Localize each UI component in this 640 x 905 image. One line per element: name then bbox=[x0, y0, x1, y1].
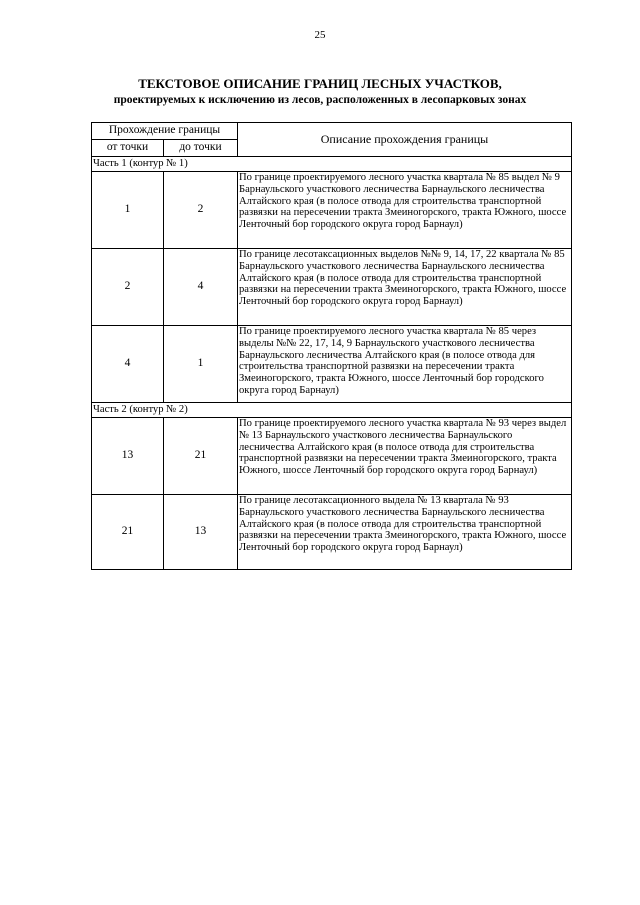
row-from-point: 13 bbox=[92, 418, 164, 495]
header-boundary-passage: Прохождение границы bbox=[92, 123, 238, 140]
row-description: По границе проектируемого лесного участка квартала № 93 через выдел № 13 Барнаульского участкового лесничества Барнаульского лесничества Алтайского края (в полосе отвода для строительства транспортной развязки на пересечении тракта Змеиногорского, тракта Южного, шоссе Ленточный бор городского округа город Барнаул) bbox=[238, 418, 572, 495]
row-to-point: 21 bbox=[164, 418, 238, 495]
row-to-point: 13 bbox=[164, 495, 238, 570]
part-1-label: Часть 1 (контур № 1) bbox=[92, 157, 572, 172]
part-2-label: Часть 2 (контур № 2) bbox=[92, 403, 572, 418]
row-to-point: 2 bbox=[164, 172, 238, 249]
row-to-point: 1 bbox=[164, 326, 238, 403]
row-from-point: 1 bbox=[92, 172, 164, 249]
header-from-point: от точки bbox=[92, 140, 164, 157]
page-number: 25 bbox=[314, 29, 326, 41]
row-from-point: 4 bbox=[92, 326, 164, 403]
boundary-table bbox=[91, 122, 572, 570]
row-description: По границе лесотаксационных выделов №№ 9, 14, 17, 22 квартала № 85 Барнаульского участкового лесничества Барнаульского лесничества Алтайского края (в полосе отвода для строительства транспортной развязки на пересечении тракта Змеиногорского, тракта Южного, шоссе Ленточный бор городского округа город Барнаул) bbox=[238, 249, 572, 326]
title-line-1: ТЕКСТОВОЕ ОПИСАНИЕ ГРАНИЦ ЛЕСНЫХ УЧАСТКОВ, bbox=[138, 76, 502, 91]
row-description: По границе лесотаксационного выдела № 13 квартала № 93 Барнаульского участкового лесничества Барнаульского лесничества Алтайского края (в полосе отвода для строительства транспортной развязки на пересечении тракта Змеиногорского, тракта Южного, шоссе Ленточный бор городского округа город Барнаул) bbox=[238, 495, 572, 570]
row-description: По границе проектируемого лесного участка квартала № 85 выдел № 9 Барнаульского участкового лесничества Барнаульского лесничества Алтайского края (в полосе отвода для строительства транспортной развязки на пересечении тракта Змеиногорского, тракта Южного, шоссе Ленточный бор городского округа город Барнаул) bbox=[238, 172, 572, 249]
row-to-point: 4 bbox=[164, 249, 238, 326]
row-description: По границе проектируемого лесного участка квартала № 85 через выделы №№ 22, 17, 14, 9 Барнаульского участкового лесничества Барнаульского лесничества Алтайского края (в полосе отвода для строительства транспортной развязки на пересечении тракта Змеиногорского, тракта Южного, шоссе Ленточный бор городского округа город Барнаул) bbox=[238, 326, 572, 403]
row-from-point: 21 bbox=[92, 495, 164, 570]
document-title bbox=[60, 76, 580, 108]
title-line-2: проектируемых к исключению из лесов, расположенных в лесопарковых зонах bbox=[113, 94, 527, 106]
header-to-point: до точки bbox=[164, 140, 238, 157]
header-description: Описание прохождения границы bbox=[238, 123, 572, 157]
row-from-point: 2 bbox=[92, 249, 164, 326]
